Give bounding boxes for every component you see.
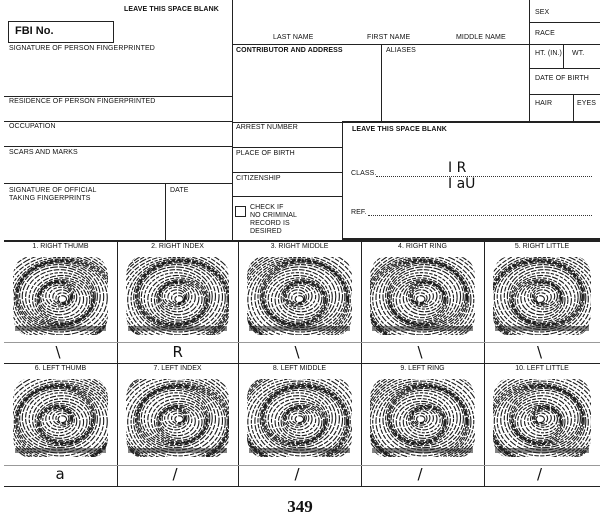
eyes-label: EYES — [577, 100, 597, 107]
fingerprint-impression-10 — [491, 376, 593, 460]
finger-label-2: 2. RIGHT INDEX — [151, 243, 204, 250]
no-record-checkbox[interactable] — [235, 206, 246, 217]
finger-label-7: 7. LEFT INDEX — [153, 365, 202, 372]
class-line — [376, 176, 592, 177]
finger-label-9: 9. LEFT RING — [400, 365, 445, 372]
rule-ht — [529, 68, 600, 69]
check-label-1: CHECK IF — [250, 204, 284, 211]
fingerprint-impression-2 — [124, 254, 231, 338]
pattern-mark-10: / — [537, 465, 543, 483]
dob-label: DATE OF BIRTH — [535, 75, 589, 82]
divider-class — [342, 122, 343, 240]
first-name-label: FIRST NAME — [367, 34, 411, 41]
mark-rule-right — [4, 342, 600, 343]
fingerprint-impression-9 — [368, 376, 477, 460]
pattern-mark-6: a — [55, 465, 65, 483]
ref-label: REF. — [351, 209, 367, 216]
citizenship-label: CITIZENSHIP — [236, 175, 281, 182]
divider-aliases — [381, 44, 382, 122]
fingerprint-impression-8 — [245, 376, 354, 460]
sex-label: SEX — [535, 9, 550, 16]
finger-label-5: 5. RIGHT LITTLE — [514, 243, 570, 250]
pattern-mark-8: / — [294, 465, 300, 483]
rule-official — [4, 183, 232, 184]
class-leave-blank: LEAVE THIS SPACE BLANK — [352, 126, 447, 133]
grid-top — [4, 240, 600, 242]
leave-blank-top: LEAVE THIS SPACE BLANK — [124, 6, 219, 13]
class-label: CLASS. — [351, 170, 377, 177]
grid-col2 — [238, 240, 239, 486]
place-of-birth-label: PLACE OF BIRTH — [236, 150, 295, 157]
fingerprint-impression-5 — [491, 254, 593, 338]
contributor-label: CONTRIBUTOR AND ADDRESS — [236, 47, 343, 54]
divider-left-mid — [232, 0, 233, 240]
mark-rule-left — [4, 465, 600, 466]
finger-label-8: 8. LEFT MIDDLE — [272, 365, 327, 372]
pattern-mark-4: \ — [417, 343, 423, 361]
grid-col4 — [484, 240, 485, 486]
check-label-3: RECORD IS — [250, 220, 290, 227]
rule-names — [232, 44, 529, 45]
rule-race — [529, 44, 600, 45]
class-formula-top: I R — [448, 160, 467, 176]
check-label-4: DESIRED — [250, 228, 282, 235]
check-label-2: NO CRIMINAL — [250, 212, 297, 219]
race-label: RACE — [535, 30, 555, 37]
scars-label: SCARS AND MARKS — [9, 149, 78, 156]
height-label: HT. (IN.) — [535, 50, 562, 57]
pattern-mark-1: \ — [55, 343, 61, 361]
rule-dob — [529, 94, 600, 95]
divider-eyes — [573, 94, 574, 122]
residence-label: RESIDENCE OF PERSON FINGERPRINTED — [9, 98, 156, 105]
ref-line — [368, 215, 592, 216]
pattern-mark-7: / — [172, 465, 178, 483]
divider-date — [165, 183, 166, 240]
finger-label-3: 3. RIGHT MIDDLE — [270, 243, 329, 250]
grid-mid — [4, 363, 600, 364]
rule-sex — [529, 22, 600, 23]
signature-official-label-1: SIGNATURE OF OFFICIAL — [9, 187, 97, 194]
rule-check — [232, 196, 342, 197]
arrest-number-label: ARREST NUMBER — [236, 124, 298, 131]
middle-name-label: MIDDLE NAME — [456, 34, 506, 41]
aliases-label: ALIASES — [386, 47, 416, 54]
rule-scars — [4, 146, 232, 147]
grid-col1 — [117, 240, 118, 486]
weight-label: WT. — [572, 50, 585, 57]
divider-mid-right — [529, 0, 530, 122]
fingerprint-impression-4 — [368, 254, 477, 338]
pattern-mark-2: R — [172, 343, 183, 361]
pattern-mark-5: \ — [537, 343, 543, 361]
page-number: 349 — [287, 497, 313, 516]
grid-col3 — [361, 240, 362, 486]
class-formula-bottom: I aU — [448, 176, 476, 192]
pattern-mark-3: \ — [294, 343, 300, 361]
finger-label-1: 1. RIGHT THUMB — [32, 243, 89, 250]
finger-label-6: 6. LEFT THUMB — [34, 365, 87, 372]
grid-bottom — [4, 486, 600, 487]
finger-label-10: 10. LEFT LITTLE — [515, 365, 569, 372]
fbi-number-label: FBI No. — [15, 25, 54, 37]
finger-label-4: 4. RIGHT RING — [398, 243, 447, 250]
class-top-rule — [342, 121, 600, 123]
pattern-mark-9: / — [417, 465, 423, 483]
date-label: DATE — [170, 187, 189, 194]
rule-pob — [232, 147, 342, 148]
fbi-number-box — [8, 21, 114, 43]
fingerprint-impression-3 — [245, 254, 354, 338]
fingerprint-impression-1 — [11, 254, 110, 338]
signature-official-label-2: TAKING FINGERPRINTS — [9, 195, 91, 202]
rule-residence — [4, 96, 232, 97]
rule-citizenship — [232, 172, 342, 173]
signature-person-label: SIGNATURE OF PERSON FINGERPRINTED — [9, 45, 155, 52]
rule-occupation — [4, 121, 232, 122]
hair-label: HAIR — [535, 100, 553, 107]
last-name-label: LAST NAME — [273, 34, 314, 41]
occupation-label: OCCUPATION — [9, 123, 56, 130]
divider-wt — [563, 44, 564, 68]
fingerprint-impression-7 — [124, 376, 231, 460]
fingerprint-impression-6 — [11, 376, 110, 460]
